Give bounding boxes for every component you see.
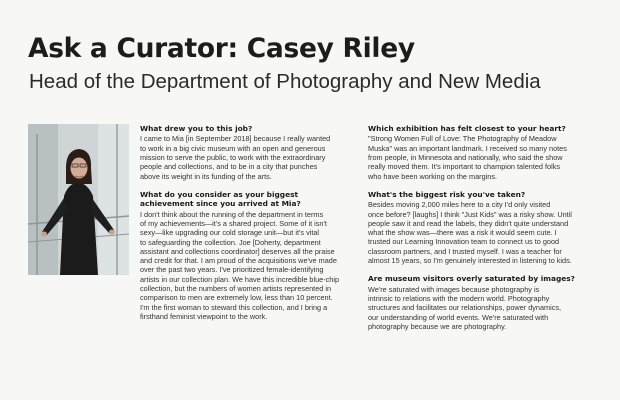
answer-line: what the show was—there was a risk it would seem cute. I — [368, 228, 557, 238]
question-heading: What do you consider as your biggest achievement since you arrived at Mia? — [140, 189, 301, 209]
answer-line: really moved them. It's important to champion talented folks — [368, 162, 561, 172]
portrait-photo — [28, 124, 129, 275]
answer-line: classroom partners, and I trusted myself. I was a teacher for — [368, 246, 562, 256]
answer-line: over the past two years. I've prioritized female-identifying — [140, 265, 324, 275]
answer-line: almost 15 years, so I'm genuinely interested in listening to kids. — [368, 256, 572, 266]
page-title: Ask a Curator: Casey Riley — [28, 33, 415, 64]
answer-line: I'm the first woman to steward this collection, and I bring a — [140, 302, 328, 312]
answer-line: I came to Mia [in September 2018] because I really wanted — [140, 134, 331, 144]
qa-block — [140, 124, 344, 181]
answer-text — [140, 210, 344, 322]
answer-line: intrinsic to relations with the modern world. Photography — [368, 294, 550, 304]
answer-line: collection, but the numbers of women artists represented in — [140, 284, 332, 294]
qa-block — [368, 124, 583, 181]
left-column — [140, 124, 344, 330]
answer-text — [368, 134, 583, 180]
answer-line: comparison to men are extremely low, less than 10 percent. — [140, 293, 333, 303]
question-heading: Which exhibition has felt closest to your heart? — [368, 124, 566, 133]
answer-line: trusted our Learning Innovation team to connect us to good — [368, 237, 560, 247]
answer-text — [368, 200, 583, 265]
answer-line: people saw it and read the labels, they didn't quite understand — [368, 218, 569, 228]
page-subtitle: Head of the Department of Photography and New Media — [29, 70, 541, 93]
answer-line: artists in our collection plan. We have this incredible blue-chip — [140, 274, 340, 284]
answer-line: Besides moving 2,000 miles here to a city I'd only visited — [368, 200, 551, 210]
answer-text — [140, 134, 344, 180]
answer-line: "Strong Women Full of Love: The Photography of Meadow — [368, 134, 557, 144]
answer-line: people and collections, and to be in a city that punches — [140, 162, 318, 172]
qa-block — [368, 274, 583, 331]
answer-line: from people, in Minnesota and nationally, who said the show — [368, 153, 563, 162]
answer-line: who have been working on the margins. — [368, 171, 497, 181]
answer-line: to work in a big civic museum with an open and generous — [140, 143, 326, 153]
answer-line: assistant and collections coordinator] deserves all the praise — [140, 246, 335, 256]
answer-line: Muska" was an important landmark. I received so many notes — [368, 143, 567, 153]
right-column — [368, 124, 583, 340]
answer-line: above its weight in its funding of the arts. — [140, 171, 272, 181]
answer-line: I don't think about the running of the department in terms — [140, 209, 324, 219]
answer-line: We're saturated with images because photography is — [368, 284, 540, 294]
answer-line: to safeguarding the collection. Joe [Doherty, department — [140, 237, 321, 247]
question-heading: What's the biggest risk you've taken? — [368, 189, 526, 199]
answer-line: and credit for that. I am proud of the acquisitions we've made — [140, 256, 337, 266]
answer-line: of my achievements—it's a shared project. Some of it isn't — [140, 219, 327, 228]
answer-line: our understanding of world events. We're saturated with — [368, 312, 549, 322]
answer-text — [368, 285, 583, 331]
answer-line: once before? [laughs] I think "Just Kids" was a risky show. Until — [368, 209, 572, 219]
qa-block — [368, 190, 583, 265]
question-heading: Are museum visitors overly saturated by images? — [368, 274, 575, 284]
answer-line: photography because we are photography. — [368, 321, 507, 331]
answer-line: firsthand feminist viewpoint to the work. — [140, 311, 268, 321]
portrait-photo-icon — [28, 124, 129, 275]
answer-line: structures and facilitates our relationships, power dynamics, — [368, 303, 562, 313]
answer-line: sexy—like upgrading our cold storage unit—but it's vital — [140, 228, 320, 238]
qa-block — [140, 190, 344, 321]
answer-line: mission to serve the public, to work with the extraordinary — [140, 153, 326, 162]
question-heading: What drew you to this job? — [140, 124, 253, 133]
